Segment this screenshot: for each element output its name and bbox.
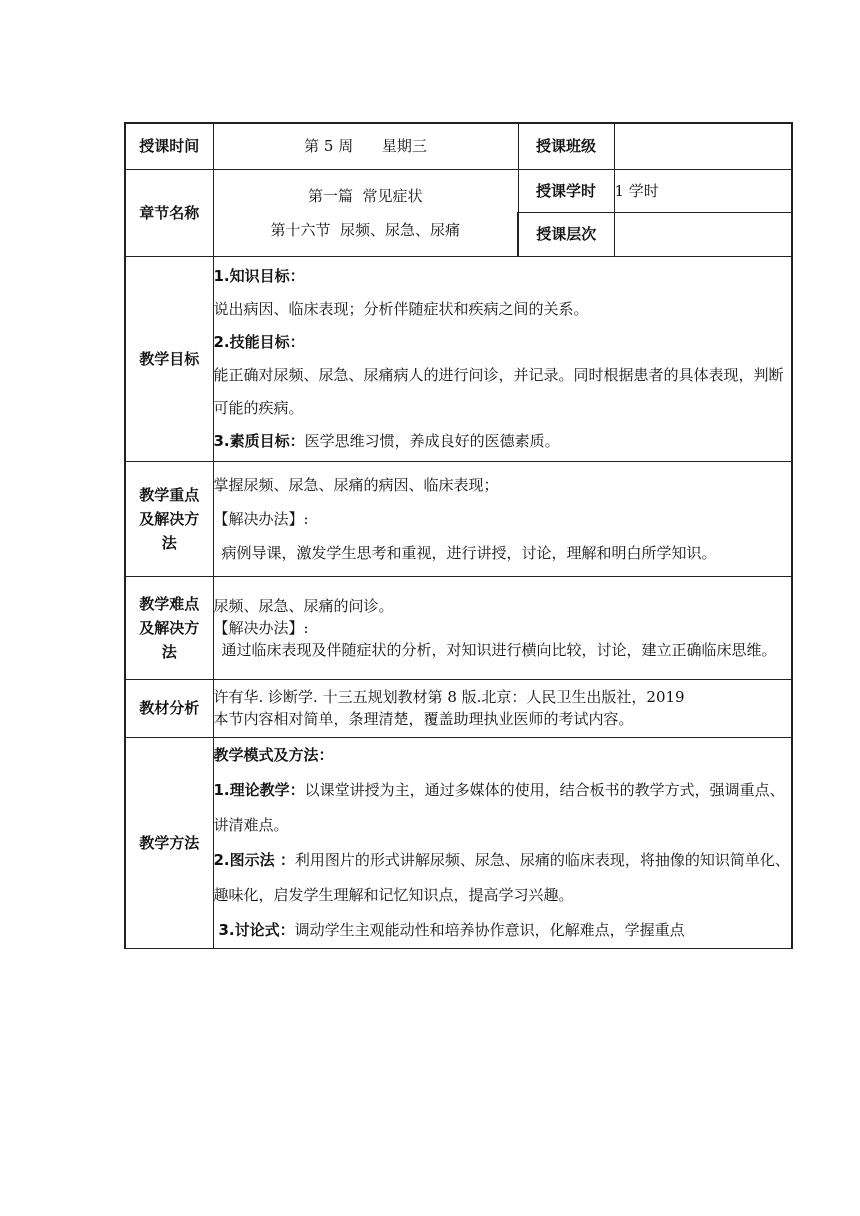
methods-content — [213, 737, 792, 948]
methods-label: 教学方法 — [125, 737, 213, 948]
method-1-title: 1.理论教学： — [213, 780, 305, 799]
difficulties-content — [213, 576, 792, 679]
textbook-content — [213, 679, 792, 737]
diff-solution-text: 通过临床表现及伴随症状的分析，对知识进行横向比较，讨论，建立正确临床思维。 — [221, 640, 777, 659]
chapter-line-2: 第十六节 尿频、尿急、尿痛 — [270, 220, 461, 239]
quality-title: 3.素质目标： — [213, 431, 305, 450]
row-methods — [125, 737, 792, 948]
method-3-text: 调动学生主观能动性和培养协作意识，化解难点，学握重点 — [294, 920, 685, 939]
row-objectives — [125, 256, 792, 461]
knowledge-title: 1.知识目标： — [213, 266, 305, 285]
key-solution-label: 【解决办法】: — [213, 509, 309, 528]
hours-value: 1 学时 — [614, 169, 792, 212]
objectives-content — [213, 256, 792, 461]
row-key-points — [125, 461, 792, 576]
method-2 — [214, 843, 792, 913]
method-2-text: 利用图片的形式讲解尿频、尿急、尿痛的临床表现，将抽像的知识简单化、趣味化，启发学生理解和记忆知识点，提高学习兴趣。 — [213, 850, 790, 904]
quality-text: 医学思维习惯，养成良好的医德素质。 — [304, 431, 560, 450]
class-label: 授课班级 — [518, 123, 614, 169]
textbook-citation: 许有华. 诊断学. 十三五规划教材第 8 版.北京：人民卫生出版社，2019 — [213, 688, 685, 706]
lesson-plan-table — [124, 122, 793, 949]
key-solution-text: 病例导课，激发学生思考和重视，进行讲授，讨论，理解和明白所学知识。 — [221, 543, 717, 562]
key-points-label: 教学重点及解决方法 — [125, 461, 213, 576]
key-points-content — [213, 461, 792, 576]
difficulties-label: 教学难点及解决方法 — [125, 576, 213, 679]
row-chapter — [125, 169, 792, 212]
chapter-value — [213, 169, 518, 256]
methods-heading: 教学模式及方法： — [213, 745, 334, 764]
skill-text: 能正确对尿频、尿急、尿痛病人的进行问诊，并记录。同时根据患者的具体表现，判断可能的疾病。 — [213, 365, 784, 417]
difficulties-line: 尿频、尿急、尿痛的问诊。 — [213, 596, 394, 615]
row-difficulties — [125, 576, 792, 679]
textbook-label: 教材分析 — [125, 679, 213, 737]
method-1-text: 以课堂讲授为主，通过多媒体的使用，结合板书的教学方式，强调重点、讲清难点。 — [213, 780, 785, 834]
method-3-title: 3.讨论式： — [218, 920, 295, 939]
chapter-line-1: 第一篇 常见症状 — [307, 186, 423, 205]
method-1 — [214, 773, 792, 843]
class-value — [614, 123, 792, 169]
objectives-label: 教学目标 — [125, 256, 213, 461]
textbook-analysis: 本节内容相对简单，条理清楚，覆盖助理执业医师的考试内容。 — [213, 710, 634, 728]
level-label: 授课层次 — [518, 212, 614, 256]
chapter-label: 章节名称 — [125, 169, 213, 256]
hours-label: 授课学时 — [518, 169, 614, 212]
row-textbook — [125, 679, 792, 737]
row-time — [125, 123, 792, 169]
time-label: 授课时间 — [125, 123, 213, 169]
method-2-title: 2.图示法 ： — [213, 850, 295, 869]
quality-line — [214, 425, 792, 458]
diff-solution-label: 【解决办法】: — [213, 618, 309, 637]
level-value — [614, 212, 792, 256]
method-3 — [214, 913, 792, 948]
knowledge-text: 说出病因、临床表现；分析伴随症状和疾病之间的关系。 — [213, 299, 589, 318]
skill-title: 2.技能目标： — [213, 332, 305, 351]
time-value: 第 5 周 星期三 — [213, 123, 518, 169]
key-points-line: 掌握尿频、尿急、尿痛的病因、临床表现； — [213, 475, 499, 494]
